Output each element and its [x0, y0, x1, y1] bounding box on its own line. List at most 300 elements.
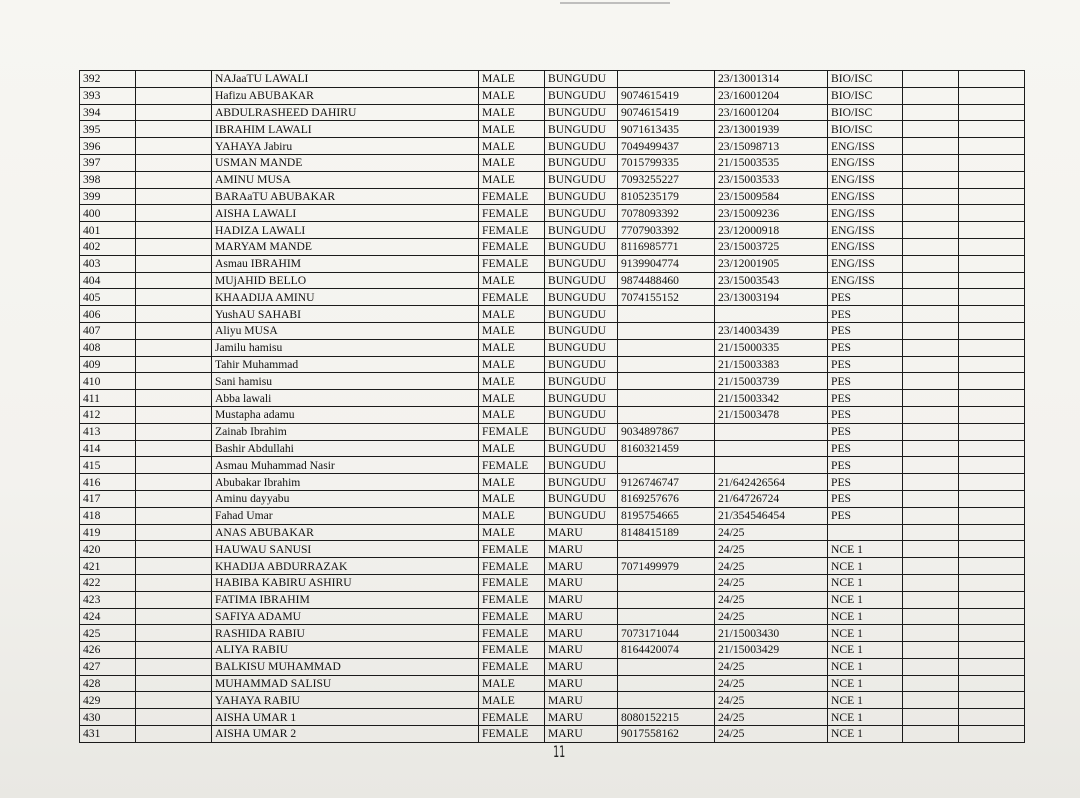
- blank-cell: [903, 558, 959, 575]
- phone-cell: [618, 658, 715, 675]
- serial-number-cell: 404: [80, 272, 136, 289]
- gender-cell: MALE: [479, 692, 545, 709]
- student-name-cell: YAHAYA RABIU: [212, 692, 479, 709]
- table-row: [80, 642, 1025, 659]
- programme-cell: PES: [828, 306, 903, 323]
- student-name-cell: KHADIJA ABDURRAZAK: [212, 558, 479, 575]
- phone-cell: 7707903392: [618, 222, 715, 239]
- student-name-cell: Abba lawali: [212, 390, 479, 407]
- blank-cell: [959, 121, 1025, 138]
- table-row: [80, 507, 1025, 524]
- student-name-cell: HADIZA LAWALI: [212, 222, 479, 239]
- gender-cell: MALE: [479, 390, 545, 407]
- gender-cell: FEMALE: [479, 205, 545, 222]
- gender-cell: FEMALE: [479, 457, 545, 474]
- phone-cell: [618, 71, 715, 88]
- gender-cell: MALE: [479, 121, 545, 138]
- registration-number-cell: 21/15003342: [715, 390, 828, 407]
- blank-cell: [903, 205, 959, 222]
- student-roster-table: [79, 70, 1025, 743]
- student-name-cell: YAHAYA Jabiru: [212, 138, 479, 155]
- serial-number-cell: 395: [80, 121, 136, 138]
- registration-number-cell: 23/16001204: [715, 104, 828, 121]
- student-name-cell: Jamilu hamisu: [212, 339, 479, 356]
- student-name-cell: Bashir Abdullahi: [212, 440, 479, 457]
- lga-cell: MARU: [545, 675, 618, 692]
- registration-number-cell: 24/25: [715, 541, 828, 558]
- blank-cell: [136, 373, 212, 390]
- table-row: [80, 457, 1025, 474]
- blank-cell: [903, 222, 959, 239]
- table-row: [80, 726, 1025, 743]
- phone-cell: [618, 457, 715, 474]
- lga-cell: BUNGUDU: [545, 188, 618, 205]
- lga-cell: BUNGUDU: [545, 406, 618, 423]
- blank-cell: [959, 726, 1025, 743]
- lga-cell: BUNGUDU: [545, 171, 618, 188]
- table-row: [80, 406, 1025, 423]
- programme-cell: NCE 1: [828, 591, 903, 608]
- blank-cell: [959, 541, 1025, 558]
- lga-cell: BUNGUDU: [545, 390, 618, 407]
- blank-cell: [136, 558, 212, 575]
- lga-cell: BUNGUDU: [545, 373, 618, 390]
- blank-cell: [136, 272, 212, 289]
- lga-cell: BUNGUDU: [545, 121, 618, 138]
- blank-cell: [903, 121, 959, 138]
- registration-number-cell: 23/12001905: [715, 255, 828, 272]
- phone-cell: 9071613435: [618, 121, 715, 138]
- registration-number-cell: 23/14003439: [715, 322, 828, 339]
- student-name-cell: Aminu dayyabu: [212, 490, 479, 507]
- blank-cell: [136, 104, 212, 121]
- lga-cell: BUNGUDU: [545, 306, 618, 323]
- student-name-cell: Sani hamisu: [212, 373, 479, 390]
- serial-number-cell: 405: [80, 289, 136, 306]
- blank-cell: [959, 474, 1025, 491]
- table-row: [80, 658, 1025, 675]
- blank-cell: [136, 474, 212, 491]
- blank-cell: [959, 222, 1025, 239]
- gender-cell: FEMALE: [479, 625, 545, 642]
- blank-cell: [136, 457, 212, 474]
- registration-number-cell: 24/25: [715, 709, 828, 726]
- phone-cell: [618, 390, 715, 407]
- blank-cell: [136, 625, 212, 642]
- registration-number-cell: 24/25: [715, 675, 828, 692]
- lga-cell: BUNGUDU: [545, 205, 618, 222]
- programme-cell: NCE 1: [828, 675, 903, 692]
- blank-cell: [903, 188, 959, 205]
- phone-cell: [618, 373, 715, 390]
- gender-cell: FEMALE: [479, 423, 545, 440]
- gender-cell: MALE: [479, 406, 545, 423]
- gender-cell: FEMALE: [479, 541, 545, 558]
- lga-cell: BUNGUDU: [545, 490, 618, 507]
- blank-cell: [959, 104, 1025, 121]
- table-row: [80, 390, 1025, 407]
- lga-cell: BUNGUDU: [545, 71, 618, 88]
- gender-cell: MALE: [479, 138, 545, 155]
- blank-cell: [959, 171, 1025, 188]
- blank-cell: [136, 238, 212, 255]
- blank-cell: [136, 339, 212, 356]
- blank-cell: [903, 675, 959, 692]
- table-row: [80, 104, 1025, 121]
- gender-cell: FEMALE: [479, 289, 545, 306]
- blank-cell: [136, 71, 212, 88]
- blank-cell: [903, 87, 959, 104]
- programme-cell: ENG/ISS: [828, 222, 903, 239]
- programme-cell: [828, 524, 903, 541]
- blank-cell: [959, 490, 1025, 507]
- blank-cell: [959, 322, 1025, 339]
- blank-cell: [136, 591, 212, 608]
- registration-number-cell: 24/25: [715, 658, 828, 675]
- registration-number-cell: 23/15003725: [715, 238, 828, 255]
- serial-number-cell: 412: [80, 406, 136, 423]
- gender-cell: MALE: [479, 306, 545, 323]
- registration-number-cell: 21/354546454: [715, 507, 828, 524]
- blank-cell: [903, 255, 959, 272]
- lga-cell: BUNGUDU: [545, 138, 618, 155]
- serial-number-cell: 420: [80, 541, 136, 558]
- blank-cell: [136, 423, 212, 440]
- lga-cell: BUNGUDU: [545, 104, 618, 121]
- table-row: [80, 171, 1025, 188]
- gender-cell: MALE: [479, 373, 545, 390]
- lga-cell: MARU: [545, 541, 618, 558]
- lga-cell: MARU: [545, 642, 618, 659]
- phone-cell: 8195754665: [618, 507, 715, 524]
- blank-cell: [959, 507, 1025, 524]
- blank-cell: [136, 692, 212, 709]
- blank-cell: [959, 87, 1025, 104]
- lga-cell: MARU: [545, 574, 618, 591]
- serial-number-cell: 418: [80, 507, 136, 524]
- programme-cell: PES: [828, 490, 903, 507]
- registration-number-cell: 23/15009236: [715, 205, 828, 222]
- serial-number-cell: 399: [80, 188, 136, 205]
- registration-number-cell: 24/25: [715, 726, 828, 743]
- programme-cell: NCE 1: [828, 658, 903, 675]
- blank-cell: [136, 524, 212, 541]
- gender-cell: MALE: [479, 440, 545, 457]
- table-row: [80, 490, 1025, 507]
- programme-cell: ENG/ISS: [828, 238, 903, 255]
- table-row: [80, 322, 1025, 339]
- blank-cell: [136, 306, 212, 323]
- table-row: [80, 339, 1025, 356]
- registration-number-cell: [715, 306, 828, 323]
- gender-cell: MALE: [479, 490, 545, 507]
- phone-cell: [618, 339, 715, 356]
- programme-cell: BIO/ISC: [828, 121, 903, 138]
- registration-number-cell: 23/16001204: [715, 87, 828, 104]
- programme-cell: NCE 1: [828, 709, 903, 726]
- table-row: [80, 709, 1025, 726]
- student-name-cell: Zainab Ibrahim: [212, 423, 479, 440]
- blank-cell: [903, 457, 959, 474]
- phone-cell: 7071499979: [618, 558, 715, 575]
- blank-cell: [136, 541, 212, 558]
- serial-number-cell: 423: [80, 591, 136, 608]
- blank-cell: [903, 541, 959, 558]
- blank-cell: [136, 87, 212, 104]
- serial-number-cell: 413: [80, 423, 136, 440]
- phone-cell: [618, 574, 715, 591]
- blank-cell: [903, 474, 959, 491]
- table-row: [80, 154, 1025, 171]
- student-name-cell: Tahir Muhammad: [212, 356, 479, 373]
- blank-cell: [136, 188, 212, 205]
- serial-number-cell: 419: [80, 524, 136, 541]
- gender-cell: MALE: [479, 356, 545, 373]
- phone-cell: 9074615419: [618, 87, 715, 104]
- gender-cell: MALE: [479, 322, 545, 339]
- serial-number-cell: 402: [80, 238, 136, 255]
- student-name-cell: RASHIDA RABIU: [212, 625, 479, 642]
- programme-cell: ENG/ISS: [828, 171, 903, 188]
- lga-cell: BUNGUDU: [545, 457, 618, 474]
- phone-cell: 9017558162: [618, 726, 715, 743]
- lga-cell: BUNGUDU: [545, 356, 618, 373]
- serial-number-cell: 431: [80, 726, 136, 743]
- lga-cell: BUNGUDU: [545, 289, 618, 306]
- serial-number-cell: 422: [80, 574, 136, 591]
- student-name-cell: Mustapha adamu: [212, 406, 479, 423]
- gender-cell: MALE: [479, 272, 545, 289]
- programme-cell: PES: [828, 356, 903, 373]
- gender-cell: FEMALE: [479, 591, 545, 608]
- serial-number-cell: 424: [80, 608, 136, 625]
- programme-cell: PES: [828, 507, 903, 524]
- student-name-cell: Asmau IBRAHIM: [212, 255, 479, 272]
- registration-number-cell: 23/15098713: [715, 138, 828, 155]
- programme-cell: BIO/ISC: [828, 87, 903, 104]
- registration-number-cell: 23/13003194: [715, 289, 828, 306]
- table-row: [80, 306, 1025, 323]
- serial-number-cell: 430: [80, 709, 136, 726]
- blank-cell: [903, 390, 959, 407]
- student-name-cell: USMAN MANDE: [212, 154, 479, 171]
- programme-cell: NCE 1: [828, 558, 903, 575]
- table-row: [80, 524, 1025, 541]
- blank-cell: [959, 289, 1025, 306]
- blank-cell: [903, 373, 959, 390]
- blank-cell: [959, 238, 1025, 255]
- blank-cell: [959, 625, 1025, 642]
- phone-cell: 8080152215: [618, 709, 715, 726]
- blank-cell: [959, 188, 1025, 205]
- gender-cell: MALE: [479, 104, 545, 121]
- blank-cell: [903, 658, 959, 675]
- table-row: [80, 222, 1025, 239]
- blank-cell: [959, 255, 1025, 272]
- blank-cell: [136, 222, 212, 239]
- serial-number-cell: 427: [80, 658, 136, 675]
- blank-cell: [959, 138, 1025, 155]
- gender-cell: FEMALE: [479, 642, 545, 659]
- blank-cell: [959, 373, 1025, 390]
- serial-number-cell: 429: [80, 692, 136, 709]
- blank-cell: [903, 238, 959, 255]
- blank-cell: [903, 339, 959, 356]
- student-name-cell: ALIYA RABIU: [212, 642, 479, 659]
- registration-number-cell: 24/25: [715, 591, 828, 608]
- lga-cell: BUNGUDU: [545, 255, 618, 272]
- gender-cell: FEMALE: [479, 574, 545, 591]
- programme-cell: ENG/ISS: [828, 255, 903, 272]
- table-row: [80, 625, 1025, 642]
- blank-cell: [903, 306, 959, 323]
- blank-cell: [959, 524, 1025, 541]
- phone-cell: [618, 356, 715, 373]
- blank-cell: [136, 138, 212, 155]
- serial-number-cell: 394: [80, 104, 136, 121]
- lga-cell: BUNGUDU: [545, 154, 618, 171]
- programme-cell: PES: [828, 289, 903, 306]
- serial-number-cell: 400: [80, 205, 136, 222]
- serial-number-cell: 397: [80, 154, 136, 171]
- serial-number-cell: 417: [80, 490, 136, 507]
- blank-cell: [903, 356, 959, 373]
- registration-number-cell: 24/25: [715, 558, 828, 575]
- registration-number-cell: [715, 423, 828, 440]
- lga-cell: BUNGUDU: [545, 238, 618, 255]
- student-name-cell: Aliyu MUSA: [212, 322, 479, 339]
- phone-cell: 7073171044: [618, 625, 715, 642]
- blank-cell: [136, 608, 212, 625]
- gender-cell: MALE: [479, 524, 545, 541]
- phone-cell: [618, 306, 715, 323]
- student-name-cell: Abubakar Ibrahim: [212, 474, 479, 491]
- programme-cell: NCE 1: [828, 574, 903, 591]
- blank-cell: [903, 709, 959, 726]
- blank-cell: [959, 423, 1025, 440]
- table-row: [80, 541, 1025, 558]
- blank-cell: [959, 558, 1025, 575]
- table-row: [80, 675, 1025, 692]
- student-name-cell: BALKISU MUHAMMAD: [212, 658, 479, 675]
- blank-cell: [903, 104, 959, 121]
- serial-number-cell: 415: [80, 457, 136, 474]
- phone-cell: 7049499437: [618, 138, 715, 155]
- student-name-cell: HABIBA KABIRU ASHIRU: [212, 574, 479, 591]
- registration-number-cell: 23/13001314: [715, 71, 828, 88]
- blank-cell: [136, 289, 212, 306]
- registration-number-cell: 21/15003478: [715, 406, 828, 423]
- blank-cell: [959, 306, 1025, 323]
- registration-number-cell: 21/64726724: [715, 490, 828, 507]
- serial-number-cell: 403: [80, 255, 136, 272]
- table-row: [80, 87, 1025, 104]
- blank-cell: [959, 608, 1025, 625]
- blank-cell: [903, 322, 959, 339]
- lga-cell: MARU: [545, 591, 618, 608]
- student-name-cell: NAJaaTU LAWALI: [212, 71, 479, 88]
- blank-cell: [136, 356, 212, 373]
- blank-cell: [136, 440, 212, 457]
- blank-cell: [959, 591, 1025, 608]
- blank-cell: [136, 726, 212, 743]
- phone-cell: 8164420074: [618, 642, 715, 659]
- registration-number-cell: [715, 440, 828, 457]
- serial-number-cell: 425: [80, 625, 136, 642]
- student-name-cell: Asmau Muhammad Nasir: [212, 457, 479, 474]
- registration-number-cell: 24/25: [715, 524, 828, 541]
- blank-cell: [903, 726, 959, 743]
- blank-cell: [959, 692, 1025, 709]
- table-row: [80, 272, 1025, 289]
- table-row: [80, 356, 1025, 373]
- student-name-cell: MUHAMMAD SALISU: [212, 675, 479, 692]
- registration-number-cell: 23/15009584: [715, 188, 828, 205]
- student-name-cell: SAFIYA ADAMU: [212, 608, 479, 625]
- blank-cell: [959, 339, 1025, 356]
- lga-cell: BUNGUDU: [545, 474, 618, 491]
- lga-cell: MARU: [545, 692, 618, 709]
- programme-cell: PES: [828, 373, 903, 390]
- phone-cell: 9126746747: [618, 474, 715, 491]
- table-row: [80, 138, 1025, 155]
- programme-cell: BIO/ISC: [828, 104, 903, 121]
- student-name-cell: FATIMA IBRAHIM: [212, 591, 479, 608]
- student-name-cell: Fahad Umar: [212, 507, 479, 524]
- phone-cell: 7015799335: [618, 154, 715, 171]
- phone-cell: 7093255227: [618, 171, 715, 188]
- table-row: [80, 373, 1025, 390]
- roster-body: [80, 71, 1025, 743]
- programme-cell: PES: [828, 440, 903, 457]
- table-row: [80, 608, 1025, 625]
- student-name-cell: IBRAHIM LAWALI: [212, 121, 479, 138]
- lga-cell: BUNGUDU: [545, 322, 618, 339]
- programme-cell: ENG/ISS: [828, 154, 903, 171]
- programme-cell: NCE 1: [828, 541, 903, 558]
- programme-cell: ENG/ISS: [828, 205, 903, 222]
- gender-cell: FEMALE: [479, 238, 545, 255]
- student-name-cell: MARYAM MANDE: [212, 238, 479, 255]
- student-name-cell: YushAU SAHABI: [212, 306, 479, 323]
- blank-cell: [959, 457, 1025, 474]
- blank-cell: [903, 642, 959, 659]
- blank-cell: [903, 171, 959, 188]
- table-row: [80, 574, 1025, 591]
- phone-cell: [618, 608, 715, 625]
- serial-number-cell: 426: [80, 642, 136, 659]
- blank-cell: [903, 423, 959, 440]
- programme-cell: ENG/ISS: [828, 138, 903, 155]
- serial-number-cell: 421: [80, 558, 136, 575]
- gender-cell: MALE: [479, 71, 545, 88]
- serial-number-cell: 407: [80, 322, 136, 339]
- blank-cell: [136, 154, 212, 171]
- blank-cell: [136, 205, 212, 222]
- student-name-cell: AMINU MUSA: [212, 171, 479, 188]
- student-name-cell: HAUWAU SANUSI: [212, 541, 479, 558]
- scan-edge-mark: [560, 2, 670, 4]
- table-row: [80, 440, 1025, 457]
- blank-cell: [959, 390, 1025, 407]
- lga-cell: MARU: [545, 625, 618, 642]
- blank-cell: [959, 440, 1025, 457]
- gender-cell: MALE: [479, 339, 545, 356]
- programme-cell: PES: [828, 390, 903, 407]
- registration-number-cell: 23/15003533: [715, 171, 828, 188]
- blank-cell: [903, 524, 959, 541]
- blank-cell: [136, 642, 212, 659]
